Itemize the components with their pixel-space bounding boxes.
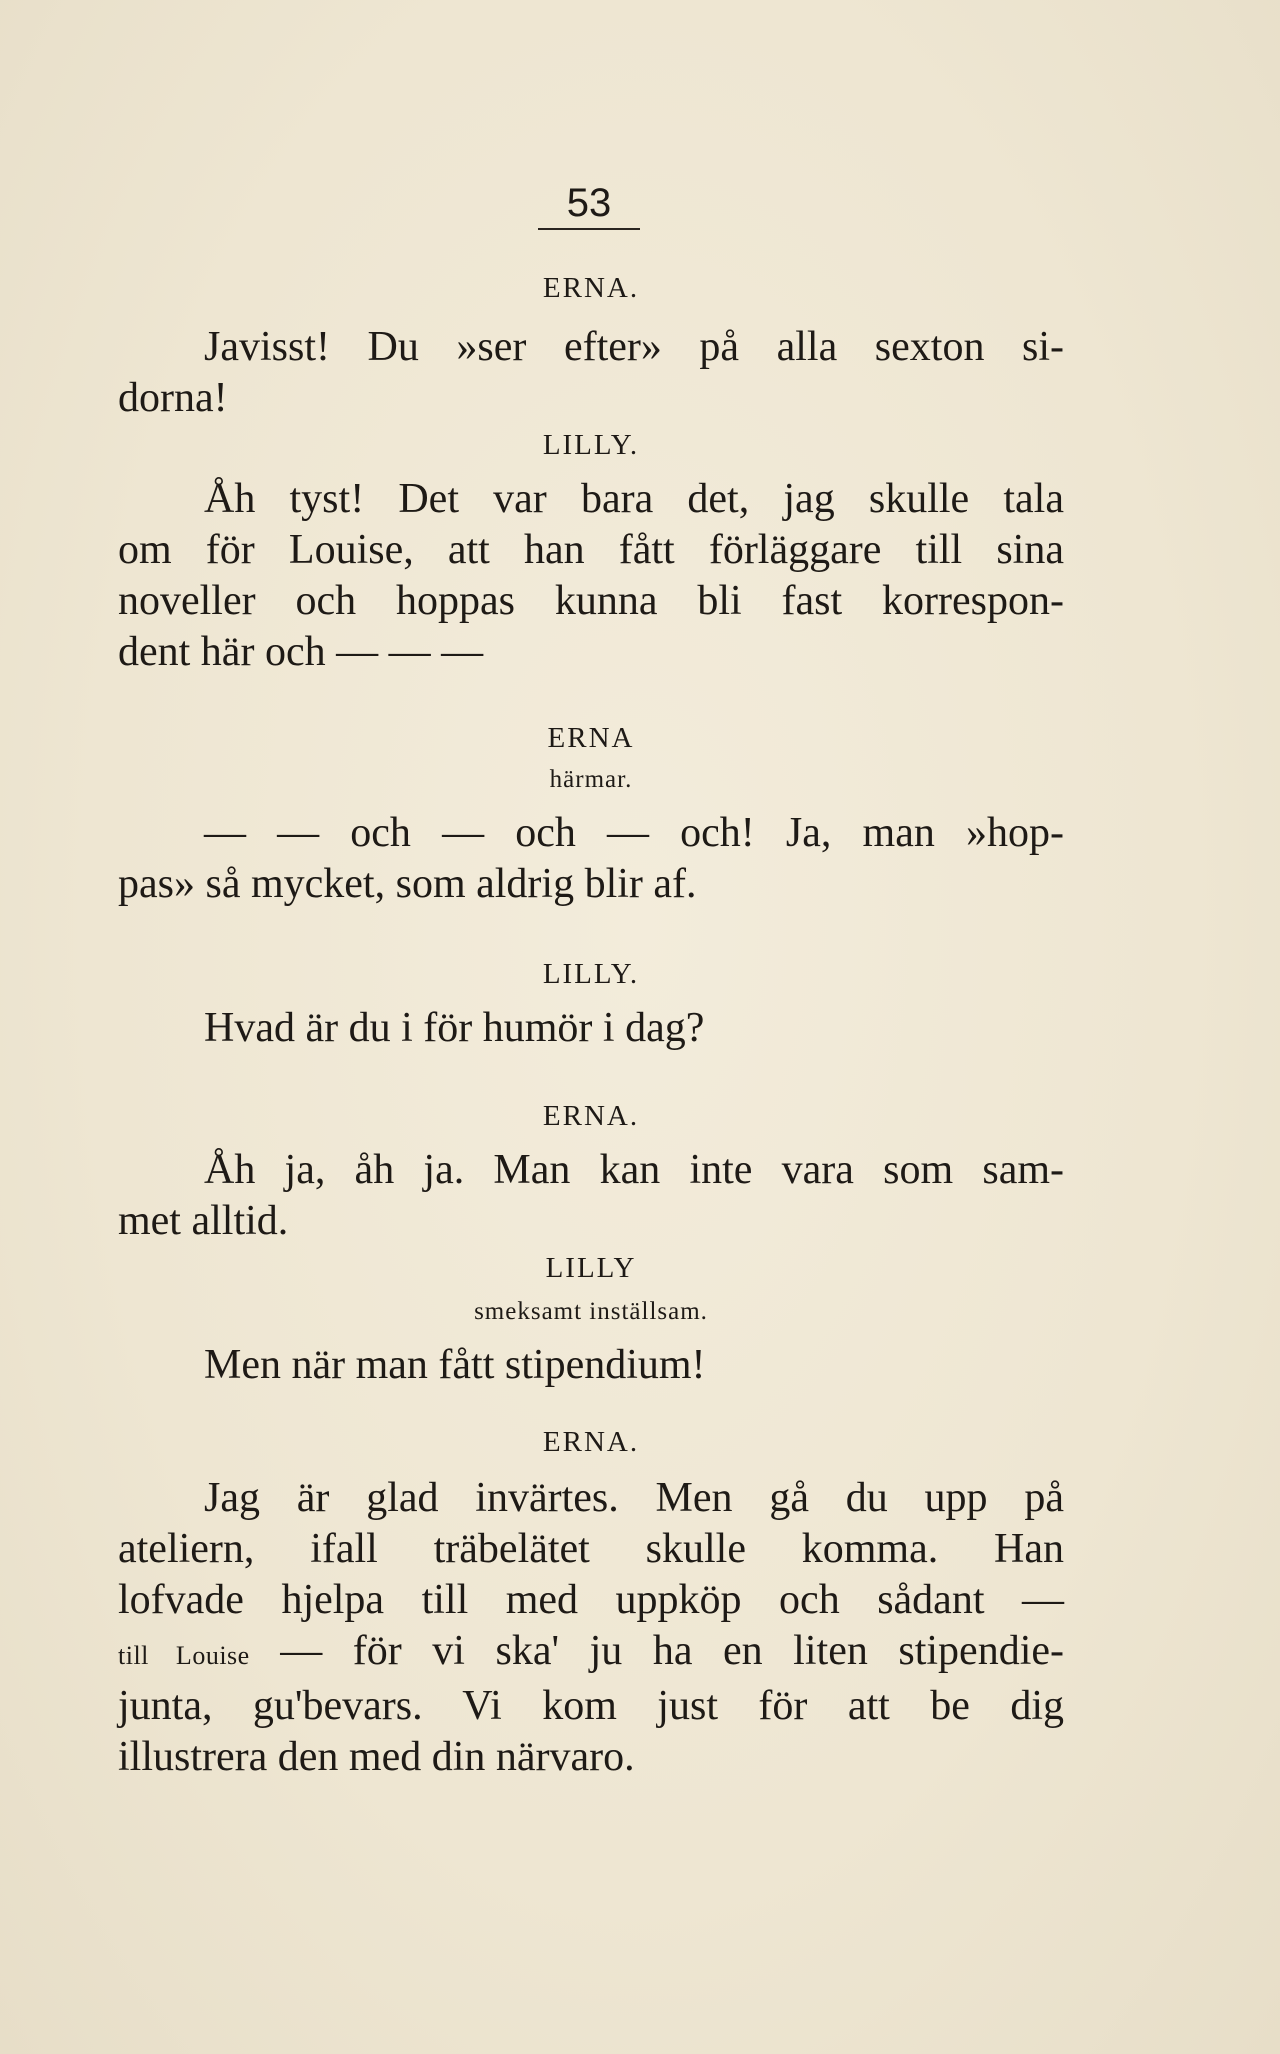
dialogue-line: junta, gu'bevars. Vi kom just för att be dig <box>118 1683 1064 1729</box>
dialogue-line: Åh tyst! Det var bara det, jag skulle tala <box>204 476 1064 522</box>
speaker-name: LILLY <box>545 1252 637 1284</box>
stage-direction: smeksamt inställsam. <box>474 1298 708 1325</box>
dialogue-line: Åh ja, åh ja. Man kan inte vara som sam- <box>204 1147 1064 1193</box>
speaker-name: ERNA. <box>542 272 640 304</box>
stage-direction: härmar. <box>549 766 633 793</box>
dialogue-line: met alltid. <box>118 1198 289 1244</box>
dialogue-line: Jag är glad invärtes. Men gå du upp på <box>204 1475 1064 1521</box>
speaker-name: ERNA. <box>542 1426 640 1458</box>
dialogue-line: dorna! <box>118 375 228 421</box>
dialogue-line: dent här och — — — <box>118 629 484 675</box>
dialogue-line: Men när man fått stipendium! <box>204 1342 706 1388</box>
dialogue-line: ateliern, ifall träbelätet skulle komma. Han <box>118 1526 1064 1572</box>
dialogue-line: — — och — och — och! Ja, man »hop- <box>204 810 1064 856</box>
speaker-name: ERNA. <box>542 1100 640 1132</box>
speaker-name: LILLY. <box>542 958 640 990</box>
dialogue-paragraph <box>118 1340 1064 1391</box>
dialogue-paragraph <box>118 1003 1064 1054</box>
dialogue-paragraph <box>118 1473 1064 1783</box>
page-number: 53 <box>538 178 640 230</box>
dialogue-line: Hvad är du i för humör i dag? <box>204 1005 705 1051</box>
dialogue-line <box>118 1626 1064 1681</box>
dialogue-line: noveller och hoppas kunna bli fast korrespon- <box>118 578 1064 624</box>
speaker-name: ERNA <box>547 722 635 754</box>
dialogue-paragraph <box>118 1145 1064 1247</box>
dialogue-line: lofvade hjelpa till med uppköp och sådant — <box>118 1577 1064 1623</box>
dialogue-line: pas» så mycket, som aldrig blir af. <box>118 861 697 907</box>
inline-stage-direction: till Louise <box>118 1641 250 1670</box>
dialogue-line: Javisst! Du »ser efter» på alla sexton si- <box>204 324 1064 370</box>
dialogue-paragraph <box>118 808 1064 910</box>
speaker-name: LILLY. <box>542 429 640 461</box>
dialogue-line: om för Louise, att han fått förläggare till sina <box>118 527 1064 573</box>
dialogue-line: illustrera den med din närvaro. <box>118 1734 635 1780</box>
dialogue-fragment: — för vi ska' ju ha en liten stipendie- <box>280 1628 1064 1674</box>
dialogue-paragraph <box>118 322 1064 424</box>
dialogue-paragraph <box>118 474 1064 678</box>
